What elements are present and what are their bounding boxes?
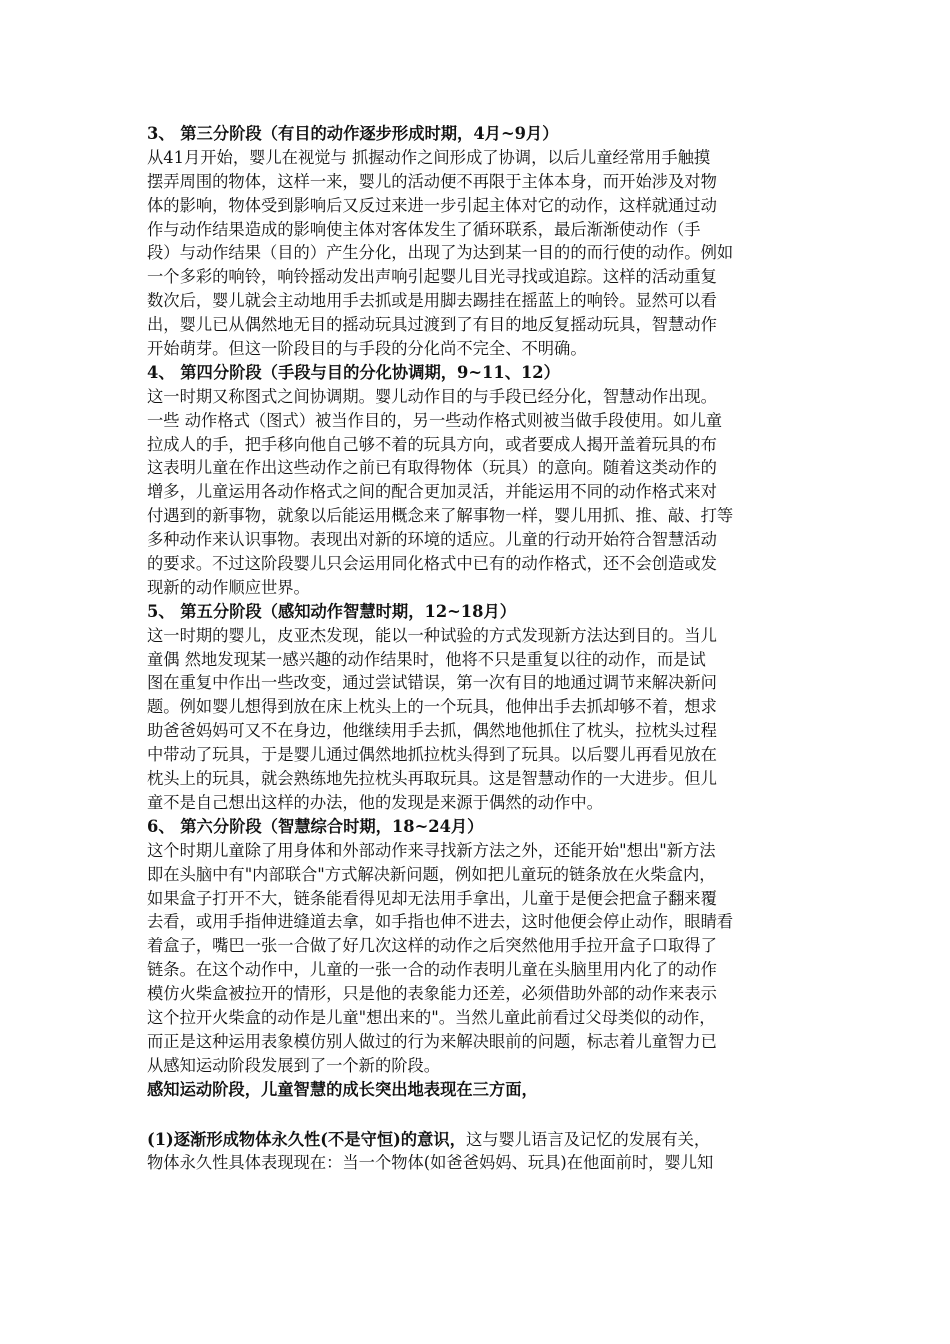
paragraph-line: 从感知运动阶段发展到了一个新的阶段。 — [147, 1055, 441, 1075]
paragraph-line: 童不是自己想出这样的办法，他的发现是来源于偶然的动作中。 — [147, 792, 603, 812]
paragraph-line: 拉成人的手，把手移向他自己够不着的玩具方向，或者要成人揭开盖着玩具的布 — [147, 434, 717, 454]
paragraph-line: 枕头上的玩具，就会熟练地先拉枕头再取玩具。这是智慧动作的一大进步。但儿 — [147, 769, 717, 789]
paragraph-line: 模仿火柴盒被拉开的情形，只是他的表象能力还差，必须借助外部的动作来表示 — [147, 984, 717, 1004]
section-heading: 感知运动阶段，儿童智慧的成长突出地表现在三方面， — [147, 1079, 538, 1099]
paragraph-line: 段）与动作结果（目的）产生分化，出现了为达到某一目的的而行使的动作。例如 — [147, 243, 734, 263]
paragraph-line: 童偶 然地发现某一感兴趣的动作结果时，他将不只是重复以往的动作，而是试 — [147, 649, 706, 669]
paragraph-line: 体的影响，物体受到影响后又反过来进一步引起主体对它的动作，这样就通过动 — [147, 195, 717, 215]
bold-lead-text: (1)逐渐形成物体永久性(不是守恒)的意识， — [147, 1129, 466, 1149]
paragraph-line: 多种动作来认识事物。表现出对新的环境的适应。儿童的行动开始符合智慧活动 — [147, 530, 717, 550]
paragraph-line: 作与动作结果造成的影响使主体对客体发生了循环联系，最后渐渐使动作（手 — [147, 219, 701, 239]
paragraph-line: 题。例如婴儿想得到放在床上枕头上的一个玩具，他伸出手去抓却够不着，想求 — [147, 697, 717, 717]
paragraph-line: 出，婴儿已从偶然地无目的摇动玩具过渡到了有目的地反复摇动玩具，智慧动作 — [147, 315, 717, 335]
paragraph-line: 物体永久性具体表现现在：当一个物体(如爸爸妈妈、玩具)在他面前时，婴儿知 — [147, 1153, 714, 1173]
paragraph-line: 开始萌芽。但这一阶段目的与手段的分化尚不完全、不明确。 — [147, 339, 587, 359]
paragraph-line: 摆弄周围的物体，这样一来，婴儿的活动便不再限于主体本身，而开始涉及对物 — [147, 171, 717, 191]
paragraph-line: 助爸爸妈妈可又不在身边，他继续用手去抓，偶然地他抓住了枕头，拉枕头过程 — [147, 721, 717, 741]
paragraph-line: 增多，儿童运用各动作格式之间的配合更加灵活，并能运用不同的动作格式来对 — [147, 482, 717, 502]
paragraph-line: 着盒子，嘴巴一张一合做了好几次这样的动作之后突然他用手拉开盒子口取得了 — [147, 936, 717, 956]
paragraph-line: 的要求。不过这阶段婴儿只会运用同化格式中已有的动作格式，还不会创造或发 — [147, 554, 717, 574]
paragraph-line: 付遇到的新事物，就象以后能运用概念来了解事物一样，婴儿用抓、推、敲、打等 — [147, 506, 734, 526]
paragraph-line: 这一时期的婴儿，皮亚杰发现，能以一种试验的方式发现新方法达到目的。当儿 — [147, 625, 717, 645]
section-heading: 5、 第五分阶段（感知动作智慧时期，12~18月） — [147, 601, 517, 621]
section-heading: 3、 第三分阶段（有目的动作逐步形成时期，4月~9月） — [147, 124, 559, 143]
paragraph-line: 一些 动作格式（图式）被当作目的，另一些动作格式则被当做手段使用。如儿童 — [147, 410, 723, 430]
paragraph-line: 现新的动作顺应世界。 — [147, 577, 310, 597]
paragraph-line: 这个拉开火柴盒的动作是儿童"想出来的"。当然儿童此前看过父母类似的动作， — [147, 1007, 716, 1027]
paragraph-line: 这表明儿童在作出这些动作之前已有取得物体（玩具）的意向。随着这类动作的 — [147, 458, 717, 478]
line-text: 这与婴儿语言及记忆的发展有关， — [465, 1129, 711, 1149]
paragraph-line: 图在重复中作出一些改变，通过尝试错误，第一次有目的地通过调节来解决新问 — [147, 673, 717, 693]
paragraph-line: 一个多彩的响铃，响铃摇动发出声响引起婴儿目光寻找或追踪。这样的活动重复 — [147, 267, 717, 287]
paragraph-line: 而正是这种运用表象模仿别人做过的行为来解决眼前的问题，标志着儿童智力已 — [147, 1031, 717, 1051]
paragraph-line: 如果盒子打开不大，链条能看得见却无法用手拿出，儿童于是便会把盒子翻来覆 — [147, 888, 717, 908]
paragraph-line: 中带动了玩具，于是婴儿通过偶然地抓拉枕头得到了玩具。以后婴儿再看见放在 — [147, 745, 717, 765]
paragraph-line: 这个时期儿童除了用身体和外部动作来寻找新方法之外，还能开始"想出"新方法 — [147, 840, 716, 860]
blank-line — [147, 1102, 825, 1128]
document-body — [147, 122, 825, 1175]
paragraph-line: 去看，或用手指伸进缝道去拿，如手指也伸不进去，这时他便会停止动作，眼睛看 — [147, 912, 734, 932]
paragraph-line: 从41月开始，婴儿在视觉与 抓握动作之间形成了协调，以后儿童经常用手触摸 — [147, 147, 711, 167]
section-heading: 6、 第六分阶段（智慧综合时期，18~24月） — [147, 816, 484, 836]
paragraph-line: 数次后，婴儿就会主动地用手去抓或是用脚去踢挂在摇蓝上的响铃。显然可以看 — [147, 291, 717, 311]
paragraph-line — [147, 1128, 825, 1152]
paragraph-line: 即在头脑中有"内部联合"方式解决新问题，例如把儿童玩的链条放在火柴盒内， — [147, 864, 716, 884]
paragraph-line: 链条。在这个动作中，儿童的一张一合的动作表明儿童在头脑里用内化了的动作 — [147, 960, 717, 980]
paragraph-line: 这一时期又称图式之间协调期。婴儿动作目的与手段已经分化，智慧动作出现。 — [147, 386, 717, 406]
section-heading: 4、 第四分阶段（手段与目的分化协调期，9~11、12） — [147, 362, 560, 382]
